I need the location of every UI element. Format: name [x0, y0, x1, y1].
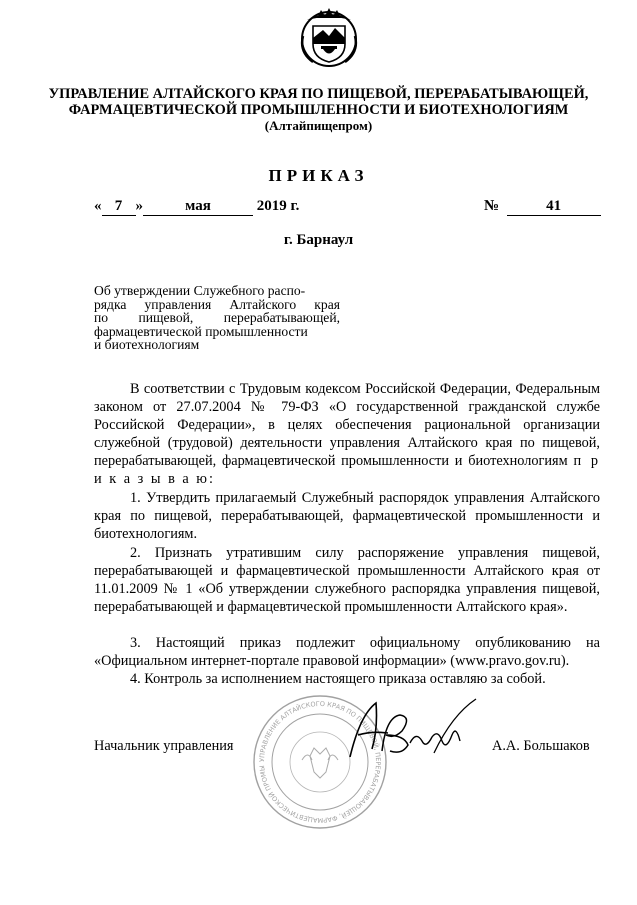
city: г. Барнаул [283, 232, 354, 248]
date-quote-open: « [94, 198, 102, 214]
org-name-line1: УПРАВЛЕНИЕ АЛТАЙСКОГО КРАЯ ПО ПИЩЕВОЙ, ПЕРЕРАБАТЫВАЮЩЕЙ, [48, 86, 589, 102]
signatory-position: Начальник управления [94, 738, 234, 754]
item-4: 4. Контроль за исполнением настоящего приказа оставляю за собой. [130, 671, 546, 687]
item-2: 2. Признать утратившим силу распоряжение управления пищевой, перерабатывающей и фармацевтической промышленности Алтайского края от 11.01.2009 № 1 «Об утверждении служебного распорядка управления пищевой, перерабатывающей и фармацевтической промышленности Алтайского края». [94, 545, 600, 616]
prikazyvayu-word: п р и к а з ы в а ю: [94, 453, 600, 488]
signatory-name: А.А. Большаков [492, 738, 590, 754]
seal-text: УПРАВЛЕНИЕ АЛТАЙСКОГО КРАЯ ПО ПИЩЕВОЙ, ПЕРЕРАБАТЫВАЮЩЕЙ, ФАРМАЦЕВТИЧЕСКОЙ ПРОМЫ [257, 699, 383, 825]
subject-line: и биотехнологиям [94, 337, 200, 352]
preamble-paragraph [94, 380, 600, 489]
preamble-text: В соответствии с Трудовым кодексом Российской Федерации, Федеральным законом от 27.07.2004 № 79-ФЗ «О государственной гражданской службе Российской Федерации», в целях обеспечения рациональной организации служебной (трудовой) деятельности управления Алтайского края по пищевой, перерабатывающей, фармацевтической промышленности и биотехнологиям [94, 381, 600, 470]
coat-of-arms-icon [299, 6, 359, 68]
item-1: 1. Утвердить прилагаемый Служебный распорядок управления Алтайского края по пищевой, перерабатывающей, фармацевтической промышленности и биотехнологиям. [94, 490, 600, 543]
item-3: 3. Настоящий приказ подлежит официальному опубликованию на «Официальном интернет-портале правовой информации» (www.pravo.gov.ru). [94, 635, 600, 670]
subject-line: Об утверждении Служебного распо- [94, 283, 306, 298]
date-month: мая [143, 198, 253, 216]
number-sign: № [484, 198, 500, 214]
subject-line: рядка управления Алтайского края [94, 296, 340, 312]
number-value: 41 [507, 198, 601, 216]
date-day: 7 [102, 198, 136, 216]
date-year: 2019 г. [256, 198, 300, 214]
organization-header [20, 86, 617, 134]
order-date [94, 198, 334, 216]
order-subject [94, 284, 340, 352]
handwritten-signature-icon [342, 695, 492, 765]
document-title: ПРИКАЗ [268, 166, 369, 185]
subject-line: фармацевтической промышленности [94, 323, 308, 339]
org-short-name: (Алтайпищепром) [264, 118, 373, 133]
date-quote-close: » [135, 198, 143, 214]
org-name-line2: ФАРМАЦЕВТИЧЕСКОЙ ПРОМЫШЛЕННОСТИ И БИОТЕХНОЛОГИЯМ [68, 102, 569, 118]
order-number [484, 198, 604, 216]
subject-line: по пищевой, перерабатывающей, [94, 310, 340, 325]
